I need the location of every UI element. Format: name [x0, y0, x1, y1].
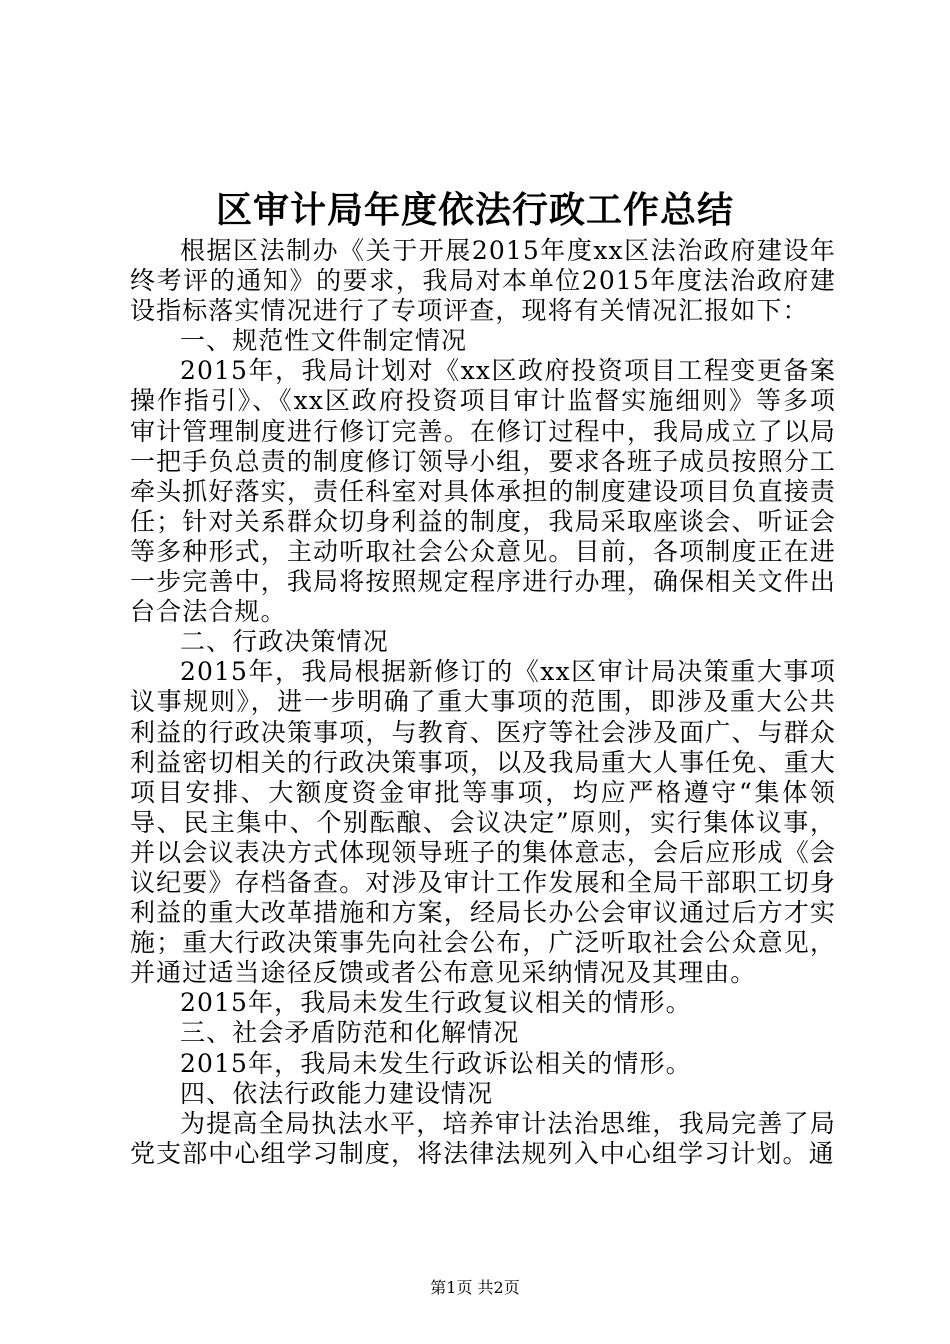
- paragraph-review-note: 2015年，我局未发生行政复议相关的情形。: [180, 988, 692, 1018]
- paragraph-section-3: 2015年，我局未发生行政诉讼相关的情形。: [180, 1048, 692, 1078]
- paragraph-intro: 根据区法制办《关于开展2015年度xx区法治政府建设年终考评的通知》的要求，我局对本单位2015年度法治政府建设指标落实情况进行了专项评查，现将有关情况汇报如下：: [130, 236, 836, 326]
- paragraph-section-1: 2015年，我局计划对《xx区政府投资项目工程变更备案操作指引》、《xx区政府投资项目审计监督实施细则》等多项审计管理制度进行修订完善。在修订过程中，我局成立了以局一把手负总责的制度修订领导小组，要求各班子成员按照分工牵头抓好落实，责任科室对具体承担的制度建设项目负直接责任；针对关系群众切身利益的制度，我局采取座谈会、听证会等多种形式，主动听取社会公众意见。目前，各项制度正在进一步完善中，我局将按照规定程序进行办理，确保相关文件出台合法合规。: [130, 356, 836, 627]
- section-heading-3: 三、社会矛盾防范和化解情况: [180, 1018, 520, 1048]
- document-title: 区审计局年度依法行政工作总结: [215, 189, 734, 231]
- paragraph-section-2: 2015年，我局根据新修订的《xx区审计局决策重大事项议事规则》，进一步明确了重大事项的范围，即涉及重大公共利益的行政决策事项，与教育、医疗等社会涉及面广、与群众利益密切相关的行政决策事项，以及我局重大人事任免、重大项目安排、大额度资金审批等事项，均应严格遵守“集体领导、民主集中、个别酝酿、会议决定”原则，实行集体议事，并以会议表决方式体现领导班子的集体意志，会后应形成《会议纪要》存档备查。对涉及审计工作发展和全局干部职工切身利益的重大改革措施和方案，经局长办公会审议通过后方才实施；重大行政决策事先向社会公布，广泛听取社会公众意见，并通过适当途径反馈或者公布意见采纳情况及其理由。: [130, 657, 836, 988]
- section-heading-4: 四、依法行政能力建设情况: [180, 1078, 494, 1108]
- page-number-footer: 第1页 共2页: [430, 1278, 520, 1297]
- document-body: [130, 236, 836, 1169]
- section-heading-1: 一、规范性文件制定情况: [180, 326, 468, 356]
- paragraph-section-4: 为提高全局执法水平，培养审计法治思维，我局完善了局党支部中心组学习制度，将法律法规列入中心组学习计划。通: [130, 1108, 836, 1168]
- section-heading-2: 二、行政决策情况: [180, 627, 389, 657]
